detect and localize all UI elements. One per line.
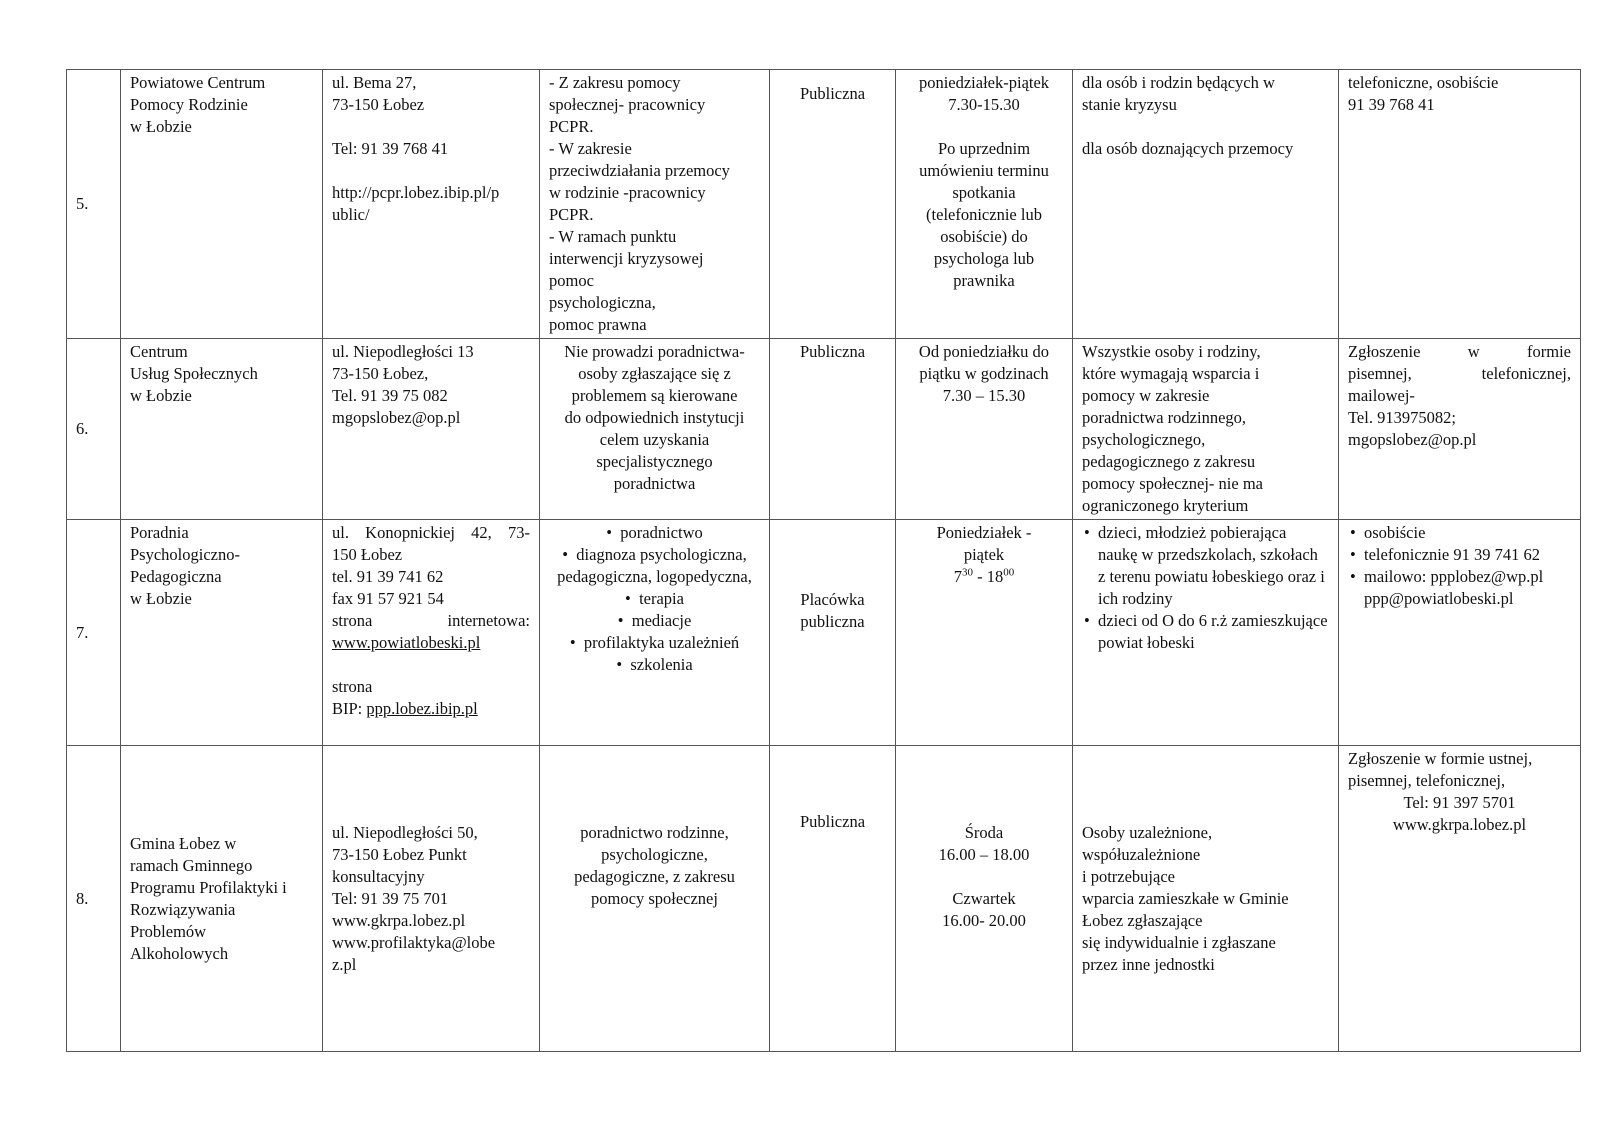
text-line: umówieniu terminu (919, 161, 1049, 180)
text-line: Gmina Łobez w (130, 833, 237, 853)
text-line: prawnika (953, 271, 1015, 290)
text-line: psychologicznego, (1082, 430, 1206, 449)
text-line: pisemnej, telefonicznej, (1348, 771, 1506, 790)
text-line: poradnictwa rodzinnego, (1082, 408, 1247, 427)
justified-line (332, 610, 530, 632)
text-line: 73-150 Łobez (332, 95, 425, 114)
website-text: www.gkrpa.lobez.pl (1392, 815, 1527, 834)
target-group-cell (1073, 746, 1339, 1052)
text-line: pomocy społecznej- nie ma (1082, 474, 1263, 493)
text-line: Po uprzednim (937, 139, 1031, 158)
website-text: www.gkrpa.lobez.pl (332, 910, 466, 930)
text-line: telefoniczne, osobiście (1348, 73, 1499, 92)
text-line: pomoc prawna (549, 315, 647, 334)
scope-cell (540, 70, 770, 339)
text-word: Konopnickiej (365, 523, 455, 542)
target-group-cell (1073, 70, 1339, 339)
text-word: 00 (1003, 566, 1015, 579)
website-text: www.profilaktyka@lobe (332, 932, 496, 952)
text-line: Łobez zgłaszające (1082, 910, 1203, 930)
text-line: strona (332, 677, 373, 696)
text-word: 73- (507, 523, 530, 542)
text-line: celem uzyskania (599, 430, 710, 449)
hours-cell (896, 70, 1073, 339)
text-line: pomoc (549, 271, 594, 290)
text-line: stanie kryzysu (1082, 95, 1177, 114)
text-line: Powiatowe Centrum (130, 73, 266, 92)
text-line: się indywidualnie i zgłaszane (1082, 932, 1276, 952)
text-word: BIP: (332, 699, 367, 718)
justified-line (332, 522, 530, 544)
text-line: piątku w godzinach (919, 364, 1049, 383)
text-line: 7.30-15.30 (948, 95, 1020, 114)
type-cell (770, 339, 896, 520)
text-line: publiczna (800, 611, 865, 631)
text-line: Usług Społecznych (130, 364, 258, 383)
text-line: 16.00 – 18.00 (938, 844, 1030, 864)
bip-link[interactable]: ppp.lobez.ibip.pl (366, 699, 478, 718)
hours-cell (896, 520, 1073, 746)
text-line: Placówka (800, 589, 865, 609)
text-line: społecznej- pracownicy (549, 95, 706, 114)
text-line: Problemów (130, 921, 207, 941)
text-line: pedagogicznego z zakresu (1082, 452, 1256, 471)
text-line: Psychologiczno- (130, 545, 240, 564)
list-item: • profilaktyka uzależnień (549, 632, 760, 654)
website-text: http://pcpr.lobez.ibip.pl/p (332, 183, 500, 202)
text-word: 7 (953, 567, 962, 586)
text-line: specjalistycznego (596, 452, 713, 471)
text-word: internetowa: (447, 611, 530, 630)
text-word: w (1467, 342, 1480, 361)
list-item: • mailowo: ppplobez@wp.pl ppp@powiatlobeski.pl (1348, 566, 1571, 610)
text-line: PCPR. (549, 117, 594, 136)
text-word: telefonicznej, (1481, 364, 1571, 383)
text-line: 7.30 – 15.30 (942, 386, 1026, 405)
text-line: Pedagogiczna (130, 567, 222, 586)
text-line: pomocy w zakresie (1082, 386, 1210, 405)
text-line: ul. Bema 27, (332, 73, 417, 92)
text-line: 73-150 Łobez, (332, 364, 429, 383)
text-line: Od poniedziałku do (918, 342, 1050, 361)
list-item: • mediacje (549, 610, 760, 632)
text-line: Wszystkie osoby i rodziny, (1082, 342, 1261, 361)
text-word: 30 (962, 566, 973, 579)
text-line: Publiczna (799, 811, 866, 831)
table-row (67, 70, 1581, 339)
list-item: • dzieci, młodzież pobierająca naukę w przedszkolach, szkołach z terenu powiatu łobeskiego oraz i ich rodziny (1082, 522, 1329, 610)
contact-cell (1339, 339, 1581, 520)
institution-name (121, 70, 323, 339)
text-line: dla osób doznających przemocy (1082, 139, 1294, 158)
text-line: Środa (964, 822, 1004, 842)
text-line: fax 91 57 921 54 (332, 589, 444, 608)
text-line: Tel: 91 397 5701 (1403, 793, 1516, 812)
target-list (1082, 522, 1329, 654)
hours-cell (896, 746, 1073, 1052)
text-line: współuzależnione (1082, 844, 1201, 864)
text-line: spotkania (952, 183, 1016, 202)
phone-text: Tel: 91 39 768 41 (332, 139, 449, 158)
scope-cell (540, 339, 770, 520)
institution-name (121, 520, 323, 746)
institution-name (121, 746, 323, 1052)
text-line: 16.00- 20.00 (942, 910, 1026, 930)
text-line: piątek (963, 545, 1005, 564)
website-text: ublic/ (332, 205, 370, 224)
text-line: Centrum (130, 342, 188, 361)
row-number: 6. (67, 339, 121, 520)
hours-cell (896, 339, 1073, 520)
list-item: • diagnoza psychologiczna, pedagogiczna, logopedyczna, (549, 544, 760, 588)
text-line: Tel: 91 39 75 701 (332, 888, 449, 908)
row-number: 5. (67, 70, 121, 339)
text-line: Osoby uzależnione, (1082, 822, 1213, 842)
time-range (905, 566, 1063, 588)
text-line: przeciwdziałania przemocy (549, 161, 730, 180)
email-text: mgopslobez@op.pl (1348, 430, 1477, 449)
text-word: 42, (471, 523, 492, 542)
target-group-cell (1073, 520, 1339, 746)
website-text: z.pl (332, 954, 357, 974)
text-line: ul. Niepodległości 50, (332, 822, 478, 842)
text-line: - Z zakresu pomocy (549, 73, 681, 92)
type-cell (770, 70, 896, 339)
text-line: dla osób i rodzin będących w (1082, 73, 1275, 92)
text-line: Programu Profilaktyki i (130, 877, 287, 897)
text-line: Tel. 913975082; (1348, 408, 1456, 427)
text-line: Publiczna (799, 342, 866, 361)
text-line: 150 Łobez (332, 545, 403, 564)
text-line: (telefonicznie lub (926, 205, 1042, 224)
text-line: mailowej- (1348, 386, 1415, 405)
list-item: • szkolenia (549, 654, 760, 676)
text-line: 73-150 Łobez Punkt (332, 844, 467, 864)
type-cell (770, 746, 896, 1052)
text-line: - W ramach punktu (549, 227, 677, 246)
contact-cell (1339, 520, 1581, 746)
contact-cell (1339, 746, 1581, 1052)
text-line: psychologa lub (933, 249, 1035, 268)
text-line: ograniczonego kryterium (1082, 496, 1249, 515)
list-item: • dzieci od O do 6 r.ż zamieszkujące powiat łobeski (1082, 610, 1329, 654)
type-cell (770, 520, 896, 746)
list-item: • telefonicznie 91 39 741 62 (1348, 544, 1571, 566)
text-line: Czwartek (952, 888, 1016, 908)
text-word: pisemnej, (1348, 364, 1412, 383)
table-row (67, 339, 1581, 520)
contact-list (1348, 522, 1571, 610)
text-line: osoby zgłaszające się z (578, 364, 731, 383)
text-line: Pomocy Rodzinie (130, 95, 248, 114)
text-line: konsultacyjny (332, 866, 425, 886)
website-link[interactable]: www.powiatlobeski.pl (332, 633, 481, 652)
row-number: 8. (67, 746, 121, 1052)
text-line: Publiczna (799, 84, 866, 103)
text-line: Nie prowadzi poradnictwa- (564, 342, 745, 361)
justified-line (1348, 341, 1571, 363)
text-line: 91 39 768 41 (1348, 95, 1435, 114)
text-line: w Łobzie (130, 386, 192, 405)
address-cell (323, 520, 540, 746)
text-word: strona (332, 611, 373, 630)
text-word: - 18 (973, 567, 1004, 586)
text-line: do odpowiednich instytucji (564, 408, 745, 427)
text-line: tel. 91 39 741 62 (332, 567, 444, 586)
list-item: • terapia (549, 588, 760, 610)
text-line: Poradnia (130, 523, 189, 542)
text-line: wparcia zamieszkałe w Gminie (1082, 888, 1289, 908)
text-line: Rozwiązywania (130, 899, 236, 919)
text-line: poradnictwo rodzinne, (580, 822, 729, 842)
text-line: interwencji kryzysowej (549, 249, 704, 268)
text-line: problemem są kierowane (571, 386, 738, 405)
text-line: w rodzinie -pracownicy (549, 183, 706, 202)
target-group-cell (1073, 339, 1339, 520)
text-line: które wymagają wsparcia i (1082, 364, 1260, 383)
text-line: i potrzebujące (1082, 866, 1175, 886)
text-line: PCPR. (549, 205, 594, 224)
table-row (67, 520, 1581, 746)
scope-cell (540, 520, 770, 746)
contact-cell (1339, 70, 1581, 339)
text-line: pedagogiczne, z zakresu (574, 866, 735, 886)
text-line: Zgłoszenie w formie ustnej, (1348, 749, 1533, 768)
address-cell (323, 339, 540, 520)
text-line: psychologiczna, (549, 293, 656, 312)
justified-line (1348, 363, 1571, 385)
list-item: • osobiście (1348, 522, 1571, 544)
text-line: pomocy społecznej (591, 888, 718, 908)
text-line: poradnictwa (613, 474, 696, 493)
text-line: Alkoholowych (130, 943, 229, 963)
text-line: poniedziałek-piątek (918, 73, 1050, 92)
address-cell (323, 70, 540, 339)
scope-list (549, 522, 760, 676)
text-line: w Łobzie (130, 589, 192, 608)
text-line: ramach Gminnego (130, 855, 253, 875)
text-word: ul. (332, 523, 349, 542)
text-line: ul. Niepodległości 13 (332, 342, 474, 361)
list-item: • poradnictwo (549, 522, 760, 544)
bip-line (332, 698, 530, 720)
text-line: osobiście) do (940, 227, 1028, 246)
institution-name (121, 339, 323, 520)
table-row (67, 746, 1581, 1052)
text-line: Poniedziałek - (936, 523, 1032, 542)
address-cell (323, 746, 540, 1052)
text-line: w Łobzie (130, 117, 192, 136)
scope-cell (540, 746, 770, 1052)
text-line: psychologiczne, (601, 844, 708, 864)
text-line: - W zakresie (549, 139, 632, 158)
email-text: mgopslobez@op.pl (332, 408, 461, 427)
text-line: Tel. 91 39 75 082 (332, 386, 448, 405)
text-line: przez inne jednostki (1082, 954, 1215, 974)
row-number: 7. (67, 520, 121, 746)
text-word: Zgłoszenie (1348, 342, 1421, 361)
services-table (66, 69, 1581, 1052)
text-word: formie (1527, 342, 1571, 361)
